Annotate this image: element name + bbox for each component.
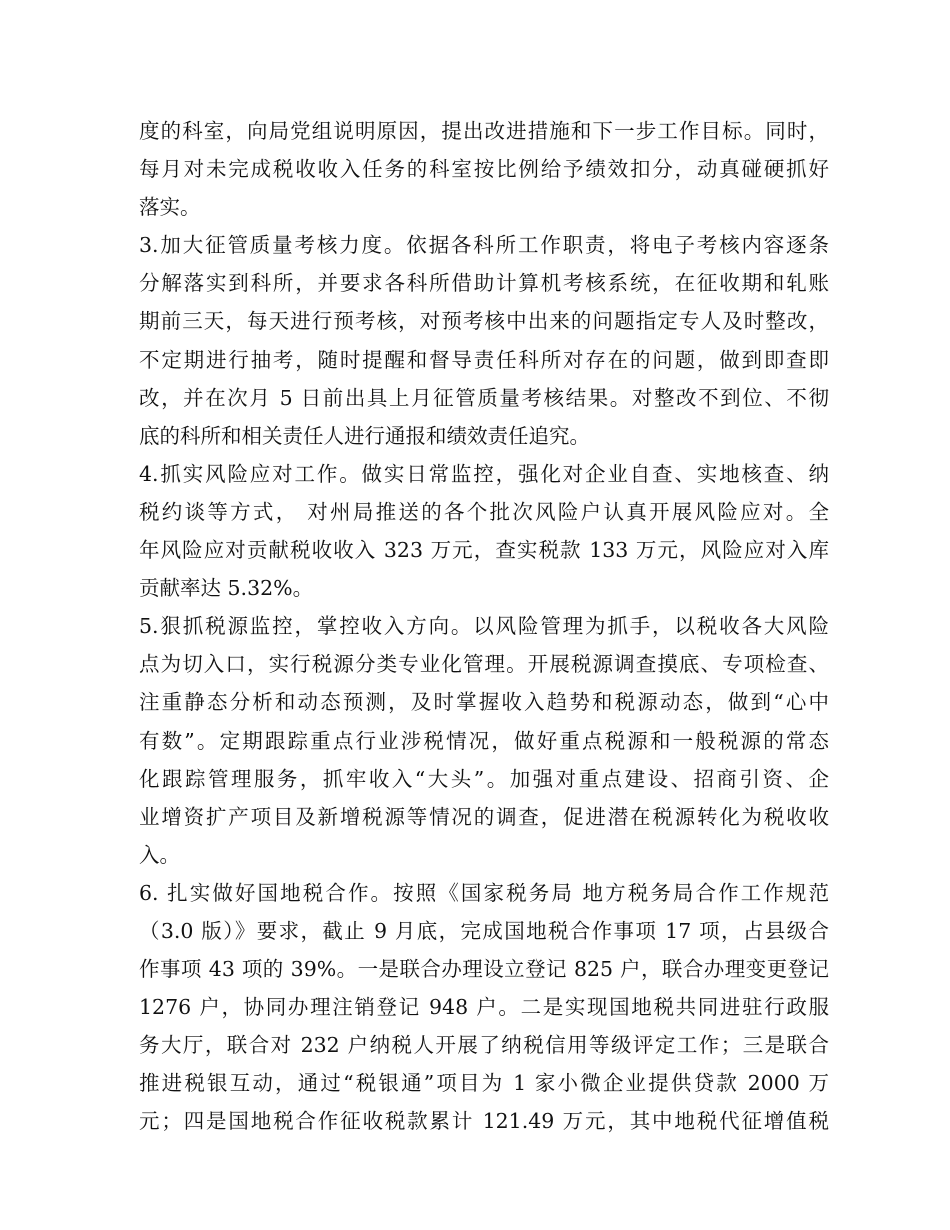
- text-line: 推进税银互动，通过“税银通”项目为 1 家小微企业提供贷款 2000 万: [139, 1071, 829, 1096]
- text-line: 有数”。定期跟踪重点行业涉税情况，做好重点税源和一般税源的常态: [139, 728, 829, 753]
- text-line: 5.狠抓税源监控，掌控收入方向。以风险管理为抓手，以税收各大风险: [139, 614, 829, 639]
- text-line: 6. 扎实做好国地税合作。按照《国家税务局 地方税务局合作工作规范: [139, 880, 829, 905]
- text-line: 分解落实到科所，并要求各科所借助计算机考核系统，在征收期和轧账: [139, 271, 829, 296]
- text-line: 改，并在次月 5 日前出具上月征管质量考核结果。对整改不到位、不彻: [139, 385, 829, 410]
- text-line: 务大厅，联合对 232 户纳税人开展了纳税信用等级评定工作；三是联合: [139, 1033, 829, 1058]
- text-line: 入。: [139, 842, 180, 867]
- text-line: 业增资扩产项目及新增税源等情况的调查，促进潜在税源转化为税收收: [139, 804, 829, 829]
- text-line: 不定期进行抽考，随时提醒和督导责任科所对存在的问题，做到即查即: [139, 347, 829, 372]
- text-line: 落实。: [139, 195, 201, 220]
- text-line: 1276 户，协同办理注销登记 948 户。二是实现国地税共同进驻行政服: [139, 995, 829, 1020]
- text-line: 元；四是国地税合作征收税款累计 121.49 万元，其中地税代征增值税: [139, 1109, 829, 1134]
- text-line: 作事项 43 项的 39%。一是联合办理设立登记 825 户，联合办理变更登记: [139, 957, 829, 982]
- text-line: 税约谈等方式， 对州局推送的各个批次风险户认真开展风险应对。全: [139, 499, 829, 524]
- text-line: （3.0 版）》要求，截止 9 月底，完成国地税合作事项 17 项，占县级合: [139, 918, 829, 943]
- text-line: 每月对未完成税收收入任务的科室按比例给予绩效扣分，动真碰硬抓好: [139, 157, 829, 182]
- text-line: 期前三天，每天进行预考核，对预考核中出来的问题指定专人及时整改，: [139, 309, 829, 334]
- text-line: 注重静态分析和动态预测，及时掌握收入趋势和税源动态，做到“心中: [139, 690, 829, 715]
- text-line: 贡献率达 5.32%。: [139, 576, 314, 601]
- text-line: 化跟踪管理服务，抓牢收入“大头”。加强对重点建设、招商引资、企: [139, 766, 829, 791]
- document-body: [139, 112, 829, 1141]
- text-line: 点为切入口，实行税源分类专业化管理。开展税源调查摸底、专项检查、: [139, 652, 829, 677]
- text-line: 底的科所和相关责任人进行通报和绩效责任追究。: [139, 423, 590, 448]
- text-line: 度的科室，向局党组说明原因，提出改进措施和下一步工作目标。同时，: [139, 119, 829, 143]
- text-line: 3.加大征管质量考核力度。依据各科所工作职责，将电子考核内容逐条: [139, 233, 829, 258]
- text-line: 4.抓实风险应对工作。做实日常监控，强化对企业自查、实地核查、纳: [139, 461, 829, 486]
- text-line: 年风险应对贡献税收收入 323 万元，查实税款 133 万元，风险应对入库: [139, 538, 829, 563]
